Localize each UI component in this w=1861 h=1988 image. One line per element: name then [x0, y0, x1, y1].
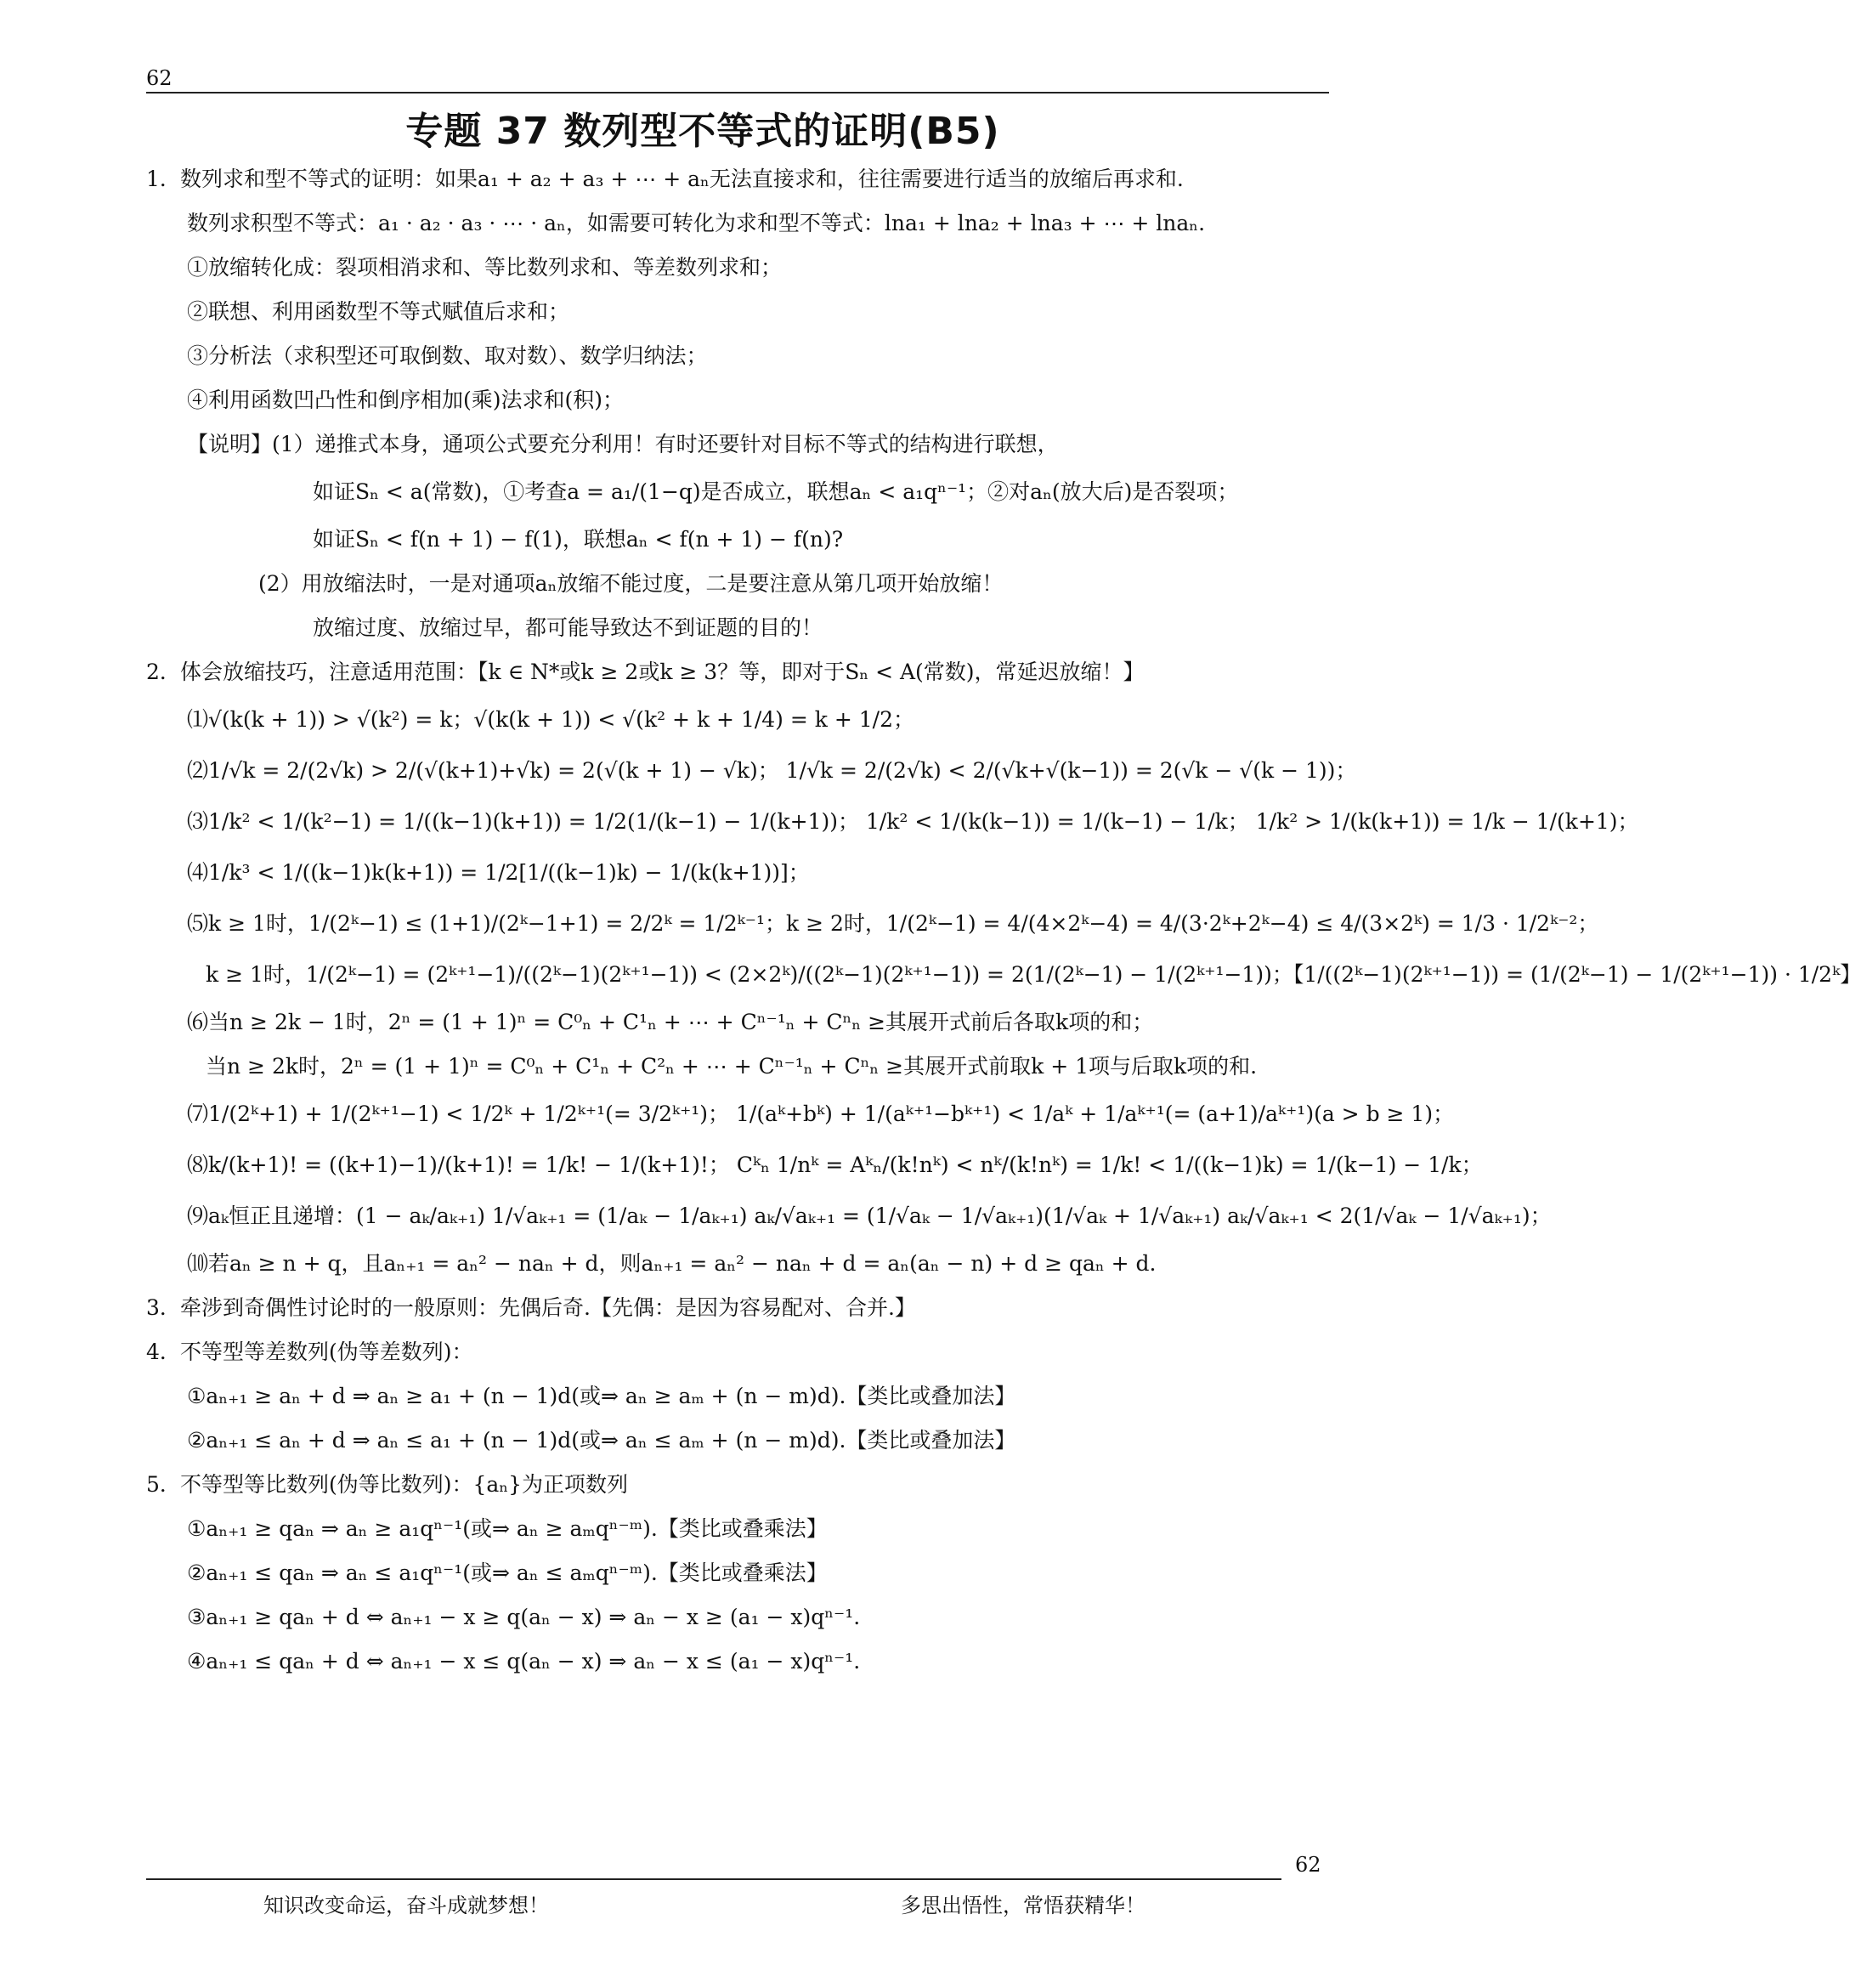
formula: ⑴√(k(k + 1)) > √(k²) = k；√(k(k + 1)) < √(k² + k + 1/4) = k + 1/2；: [187, 707, 914, 732]
page-number-top: 62: [146, 66, 173, 90]
formula-line: [146, 949, 1861, 1000]
formula-line: [146, 796, 1639, 847]
page-title: 专题 37 数列型不等式的证明(B5): [405, 110, 1000, 153]
note-line: [146, 422, 1329, 467]
item-1: [146, 157, 1329, 201]
note-line: [146, 467, 1329, 518]
text-line: 如证Sₙ < f(n + 1) − f(1)，联想aₙ < f(n + 1) − f(n)?: [313, 527, 844, 552]
note-line: [146, 562, 1329, 606]
formula: ⑵1/√k = 2/(2√k) > 2/(√(k+1)+√k) = 2(√(k + 1) − √k)； 1/√k = 2/(2√k) < 2/(√k+√(k−1)) = 2(√k − √(k − 1))；: [187, 758, 1357, 783]
formula: ⑺1/(2ᵏ+1) + 1/(2ᵏ⁺¹−1) < 1/2ᵏ + 1/2ᵏ⁺¹(= 3/2ᵏ⁺¹)； 1/(aᵏ+bᵏ) + 1/(aᵏ⁺¹−bᵏ⁺¹) < 1/aᵏ + 1/aᵏ⁺¹(= (a+1)/aᵏ⁺¹)(a > b ≥ 1)；: [187, 1102, 1455, 1126]
note-line: [146, 518, 1329, 562]
formula-line: [146, 898, 1599, 949]
footer-rule: [146, 1878, 1281, 1880]
formula-line: [146, 1045, 1329, 1089]
text-line: 体会放缩技巧，注意适用范围：【k ∈ N*或k ≥ 2或k ≥ 3？等，即对于Sₙ < A(常数)，常延迟放缩！】: [180, 660, 1145, 684]
formula: ④aₙ₊₁ ≤ qaₙ + d ⇔ aₙ₊₁ − x ≤ q(aₙ − x) ⇒ aₙ − x ≤ (a₁ − x)qⁿ⁻¹.: [187, 1649, 861, 1674]
formula-line: [146, 1595, 1329, 1640]
item-number: 3．: [146, 1295, 181, 1320]
item-2: [146, 650, 1329, 694]
formula: 当n ≥ 2k时，2ⁿ = (1 + 1)ⁿ = C⁰ₙ + C¹ₙ + C²ₙ + ⋯ + Cⁿ⁻¹ₙ + Cⁿₙ ≥其展开式前取k + 1项与后取k项的和.: [206, 1054, 1258, 1079]
page-number-bottom: 62: [1295, 1853, 1321, 1877]
text-line: 不等型等差数列(伪等差数列)：: [180, 1339, 473, 1364]
formula: ②aₙ₊₁ ≤ aₙ + d ⇒ aₙ ≤ a₁ + (n − 1)d(或⇒ aₙ ≤ aₘ + (n − m)d).【类比或叠加法】: [187, 1428, 1016, 1453]
footer-motto-right: 多思出悟性，常悟获精华！: [901, 1894, 1145, 1917]
formula-line: [146, 1551, 1329, 1595]
item-number: 1．: [146, 167, 181, 191]
text-line-row: [146, 378, 1329, 422]
text-line-row: [146, 334, 1329, 378]
text-line-row: [146, 201, 1329, 246]
text-line: 放缩过度、放缩过早，都可能导致达不到证题的目的！: [313, 615, 823, 640]
document-body: [146, 157, 1861, 1684]
formula-line: [146, 745, 1357, 796]
formula-line: [146, 1507, 1329, 1551]
formula-line: [146, 1374, 1329, 1419]
text-line: ①放缩转化成：裂项相消求和、等比数列求和、等差数列求和；: [187, 255, 783, 280]
text-line: 数列求和型不等式的证明：如果a₁ + a₂ + a₃ + ⋯ + aₙ无法直接求和，往往需要进行适当的放缩后再求和.: [180, 167, 1184, 191]
formula: ⑶1/k² < 1/(k²−1) = 1/((k−1)(k+1)) = 1/2(1/(k−1) − 1/(k+1))； 1/k² < 1/(k(k−1)) = 1/(k−1) − 1/k； 1/k² > 1/(k(k+1)) = 1/k − 1/(k+1)；: [187, 809, 1639, 834]
formula-line: [146, 1242, 1329, 1286]
text-line-row: [146, 246, 1329, 290]
formula-line: [146, 694, 1329, 745]
item-5: [146, 1463, 1329, 1507]
header-rule: [146, 92, 1329, 93]
footer-motto-left: 知识改变命运，奋斗成就梦想！: [263, 1894, 549, 1917]
text-line: ③分析法（求积型还可取倒数、取对数）、数学归纳法；: [187, 343, 708, 368]
formula-line: [146, 1419, 1329, 1463]
text-line: 如证Sₙ < a(常数)，①考查a = a₁/(1−q)是否成立，联想aₙ < a₁qⁿ⁻¹；②对aₙ(放大后)是否裂项；: [313, 479, 1239, 504]
formula: ①aₙ₊₁ ≥ qaₙ ⇒ aₙ ≥ a₁qⁿ⁻¹(或⇒ aₙ ≥ aₘqⁿ⁻ᵐ).【类比或叠乘法】: [187, 1516, 828, 1541]
formula-line: [146, 1089, 1455, 1140]
formula-line: [146, 847, 1329, 898]
text-line: 数列求积型不等式：a₁ · a₂ · a₃ · ⋯ · aₙ，如需要可转化为求和型不等式：lna₁ + lna₂ + lna₃ + ⋯ + lnaₙ.: [187, 211, 1206, 235]
text-line: 牵涉到奇偶性讨论时的一般原则：先偶后奇.【先偶：是因为容易配对、合并.】: [180, 1295, 916, 1320]
formula-line: [146, 1191, 1552, 1242]
formula-line: [146, 1140, 1483, 1191]
text-line: (2）用放缩法时，一是对通项aₙ放缩不能过度，二是要注意从第几项开始放缩！: [258, 571, 1004, 596]
formula: ⑼aₖ恒正且递增：(1 − aₖ/aₖ₊₁) 1/√aₖ₊₁ = (1/aₖ − 1/aₖ₊₁) aₖ/√aₖ₊₁ = (1/√aₖ − 1/√aₖ₊₁)(1/√aₖ + 1/√aₖ₊₁) aₖ/√aₖ₊₁ < 2(1/√aₖ − 1/√aₖ₊₁)；: [187, 1204, 1552, 1228]
formula: ①aₙ₊₁ ≥ aₙ + d ⇒ aₙ ≥ a₁ + (n − 1)d(或⇒ aₙ ≥ aₘ + (n − m)d).【类比或叠加法】: [187, 1384, 1016, 1408]
formula-line: [146, 1640, 1329, 1684]
formula: ⑻k/(k+1)! = ((k+1)−1)/(k+1)! = 1/k! − 1/(k+1)!； Cᵏₙ 1/nᵏ = Aᵏₙ/(k!nᵏ) < nᵏ/(k!nᵏ) = 1/k! < 1/((k−1)k) = 1/(k−1) − 1/k；: [187, 1153, 1483, 1177]
formula: ⑷1/k³ < 1/((k−1)k(k+1)) = 1/2[1/((k−1)k) − 1/(k(k+1))]；: [187, 860, 810, 885]
text-line-row: [146, 290, 1329, 334]
text-line: 不等型等比数列(伪等比数列)：{aₙ}为正项数列: [180, 1472, 629, 1497]
formula-line: [146, 1000, 1329, 1045]
text-line: ②联想、利用函数型不等式赋值后求和；: [187, 299, 570, 324]
item-3: [146, 1286, 1329, 1330]
text-line: ④利用函数凹凸性和倒序相加(乘)法求和(积)；: [187, 388, 625, 412]
formula: ②aₙ₊₁ ≤ qaₙ ⇒ aₙ ≤ a₁qⁿ⁻¹(或⇒ aₙ ≤ aₘqⁿ⁻ᵐ).【类比或叠乘法】: [187, 1560, 828, 1585]
text-line: 【说明】(1）递推式本身，通项公式要充分利用！有时还要针对目标不等式的结构进行联想，: [187, 432, 1059, 456]
item-number: 2．: [146, 660, 181, 684]
formula: ⑸k ≥ 1时，1/(2ᵏ−1) ≤ (1+1)/(2ᵏ−1+1) = 2/2ᵏ = 1/2ᵏ⁻¹；k ≥ 2时，1/(2ᵏ−1) = 4/(4×2ᵏ−4) = 4/(3·2ᵏ+2ᵏ−4) ≤ 4/(3×2ᵏ) = 1/3 · 1/2ᵏ⁻²；: [187, 911, 1599, 936]
formula: k ≥ 1时，1/(2ᵏ−1) = (2ᵏ⁺¹−1)/((2ᵏ−1)(2ᵏ⁺¹−1)) < (2×2ᵏ)/((2ᵏ−1)(2ᵏ⁺¹−1)) = 2(1/(2ᵏ−1) − 1/(2ᵏ⁺¹−1))；【1/((2ᵏ−1)(2ᵏ⁺¹−1)) = (1/(2ᵏ−1) − 1/(2ᵏ⁺¹−1)) · 1/2ᵏ】: [206, 962, 1861, 987]
formula: ⑹当n ≥ 2k − 1时，2ⁿ = (1 + 1)ⁿ = C⁰ₙ + C¹ₙ + ⋯ + Cⁿ⁻¹ₙ + Cⁿₙ ≥其展开式前后各取k项的和；: [187, 1010, 1154, 1034]
item-number: 4．: [146, 1339, 181, 1364]
item-number: 5．: [146, 1472, 181, 1497]
formula: ③aₙ₊₁ ≥ qaₙ + d ⇔ aₙ₊₁ − x ≥ q(aₙ − x) ⇒ aₙ − x ≥ (a₁ − x)qⁿ⁻¹.: [187, 1605, 861, 1629]
formula: ⑽若aₙ ≥ n + q，且aₙ₊₁ = aₙ² − naₙ + d，则aₙ₊₁ = aₙ² − naₙ + d = aₙ(aₙ − n) + d ≥ qaₙ + d.: [187, 1251, 1157, 1276]
note-line: [146, 606, 1329, 650]
item-4: [146, 1330, 1329, 1374]
